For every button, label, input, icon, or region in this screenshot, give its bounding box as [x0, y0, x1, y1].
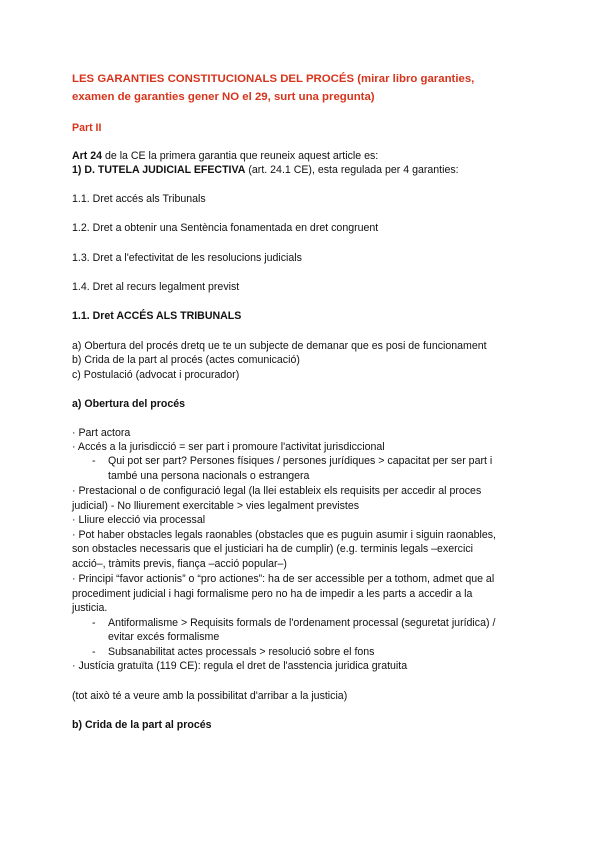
- guarantee-item: 1.4. Dret al recurs legalment previst: [72, 281, 240, 293]
- obertura-line: · Lliure elecció via processal: [72, 514, 206, 526]
- obertura-line: · Justícia gratuïta (119 CE): regula el dret de l'asstencia juridica gratuita: [72, 660, 408, 672]
- obertura-line: acció–, tràmits previs, fiança –acció popular–): [72, 558, 287, 570]
- intro-tutela-line: [72, 164, 459, 177]
- obertura-line: procediment judicial i hagi formalisme pero no ha de impedir a les parts a accedir a la: [72, 588, 473, 600]
- obertura-line: · Pot haber obstacles legals raonables (obstacles que es puguin asumir i siguin raonables,: [72, 529, 496, 541]
- obertura-line: judicial) - No lliurement exercitable > vies legalment previstes: [72, 500, 360, 512]
- obertura-subline: Qui pot ser part? Persones físiques / persones jurídiques > capacitat per ser part i: [108, 455, 493, 467]
- obertura-subline: Antiformalisme > Requisits formals de l'ordenament processal (seguretat jurídica) /: [108, 617, 496, 629]
- part-heading: Part II: [72, 122, 102, 134]
- article-text: de la CE la primera garantia que reuneix aquest article es:: [102, 150, 379, 162]
- intro-article-line: [72, 150, 378, 163]
- section-heading-crida: b) Crida de la part al procés: [72, 719, 212, 731]
- obertura-line: · Accés a la jurisdicció = ser part i promoure l'activitat jurisdiccional: [72, 441, 385, 453]
- dash-bullet: -: [92, 455, 96, 467]
- obertura-line: son obstacles necessaris que el justiciari ha de cumplir) (e.g. terminis legals –exercici: [72, 543, 473, 555]
- note-line: (tot això té a veure amb la possibilitat d'arribar a la justicia): [72, 690, 348, 702]
- guarantee-item: 1.2. Dret a obtenir una Sentència fonamentada en dret congruent: [72, 222, 379, 234]
- section-heading-acces: 1.1. Dret ACCÉS ALS TRIBUNALS: [72, 310, 242, 322]
- obertura-subline: també una persona nacionals o estrangera: [108, 470, 310, 482]
- obertura-line: justicia.: [72, 602, 108, 614]
- acces-item: b) Crida de la part al procés (actes comunicació): [72, 354, 300, 366]
- document-title-line-2: examen de garanties gener NO el 29, surt una pregunta): [72, 91, 375, 103]
- article-label: Art 24: [72, 150, 103, 162]
- section-heading-obertura: a) Obertura del procés: [72, 398, 186, 410]
- document-title-line-1: LES GARANTIES CONSTITUCIONALS DEL PROCÉS (mirar libro garanties,: [72, 73, 475, 85]
- obertura-subline: evitar excés formalisme: [108, 631, 220, 643]
- obertura-subline: Subsanabilitat actes processals > resolució sobre el fons: [108, 646, 375, 658]
- obertura-line: · Part actora: [72, 427, 131, 439]
- tutela-text: (art. 24.1 CE), esta regulada per 4 garanties:: [245, 164, 459, 176]
- guarantee-item: 1.3. Dret a l'efectivitat de les resolucions judicials: [72, 252, 302, 264]
- dash-bullet: -: [92, 646, 96, 658]
- guarantee-item: 1.1. Dret accés als Tribunals: [72, 193, 206, 205]
- acces-item: a) Obertura del procés dretq ue te un subjecte de demanar que es posi de funcionament: [72, 340, 487, 352]
- obertura-line: · Principi “favor actionis” o “pro actiones”: ha de ser accessible per a tothom, admet que al: [72, 573, 495, 585]
- dash-bullet: -: [92, 617, 96, 629]
- tutela-label: 1) D. TUTELA JUDICIAL EFECTIVA: [72, 164, 246, 176]
- acces-item: c) Postulació (advocat i procurador): [72, 369, 240, 381]
- obertura-line: · Prestacional o de configuració legal (la llei estableix els requisits per accedir al proces: [72, 485, 482, 497]
